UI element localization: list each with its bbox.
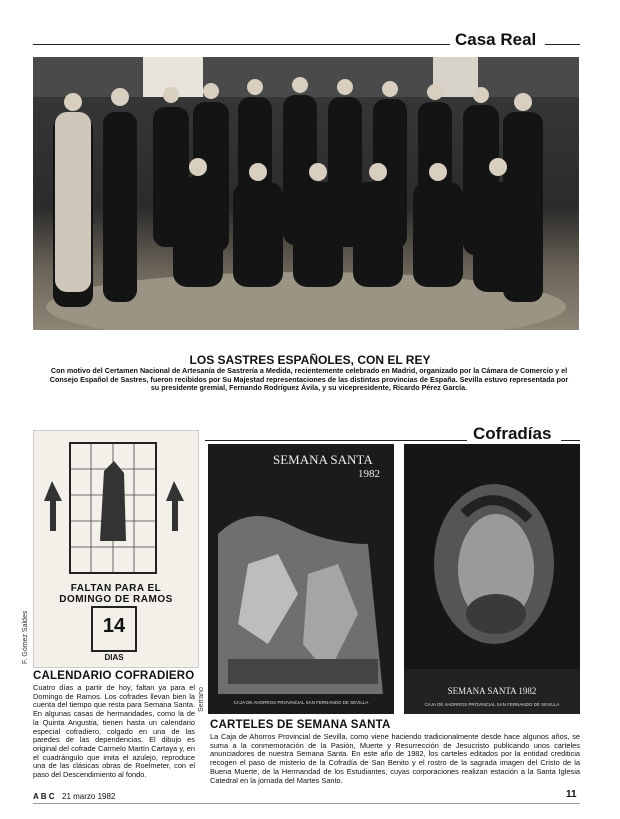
poster2-image [404, 444, 580, 714]
poster-semana-santa-2 [404, 444, 580, 714]
calendario-tile-number: 14 [102, 615, 126, 637]
carteles-body: La Caja de Ahorros Provincial de Sevilla, como viene haciendo tradicionalmente desde hace algunos años, se suma a la conmemoración de la Pasión, Muerte y Resurrección de Jesucristo publicando unos carteles anunciadores de nuestra Semana Santa. En este año de 1982, los carteles editados por la entidad crediticia recogen el paso de misterio de la Cofradía de San Benito y el rostro de la sagrada imagen del Cristo de la Buena Muerte, de la Hermandad de los Estudiantes, cuyas corporaciones realizan estación a la Santa Iglesia Catedral en la jornada del Martes Santo. [210, 732, 580, 785]
poster1-footer: CAJA DE AHORROS PROVINCIAL SAN FERNANDO DE SEVILLA [233, 700, 369, 705]
cofradias-rule-right [561, 440, 580, 441]
cofradias-rule-left [205, 440, 467, 441]
calendario-heading: CALENDARIO COFRADIERO [33, 670, 195, 682]
main-photo-scene [33, 57, 579, 330]
calendario-photo-credit: F. Gómez Saldes [22, 610, 29, 664]
main-photo [33, 57, 579, 330]
footer-page-number: 11 [566, 789, 577, 800]
footer-publication: A B C [33, 792, 55, 801]
calendario-tile-text: FALTAN PARA EL DOMINGO DE RAMOS [59, 583, 173, 605]
main-photo-caption-title: LOS SASTRES ESPAÑOLES, CON EL REY [189, 353, 431, 367]
footer-date: 21 marzo 1982 [62, 792, 116, 801]
section-label-casa-real: Casa Real [455, 30, 537, 49]
poster2-title: SEMANA SANTA 1982 [447, 686, 537, 696]
poster2-footer: CAJA DE AHORROS PROVINCIAL SAN FERNANDO DE SEVILLA [424, 702, 560, 707]
carteles-vertical-credit: Serrano [198, 687, 205, 712]
poster-semana-santa-1 [208, 444, 394, 714]
poster1-image [208, 444, 394, 714]
calendario-tile-unit: DIAS [104, 653, 124, 662]
calendario-body: Cuatro días a partir de hoy, faltan ya para el Domingo de Ramos. Los cofrades llevan bien la cuenta del tiempo que resta para Semana Santa. En algunas casas de hermandades, como la de la Quinta Angustia, tienen hasta un calendario especial cofradiero, colgado en una de las paredes de las dependencias. El dibujo es original del cofrade Carmelo Martín Cartaya y, en el cuadrángulo que imita el azulejo, reproduce una de las clásicas obras de Roelmeter, con el paso del Descendimiento al fondo. [33, 683, 195, 780]
main-photo-caption: Con motivo del Certamen Nacional de Artesanía de Sastrería a Medida, recientemente celebrado en Madrid, organizado por la Cámara de Comercio y el Consejo Español de Sastres, fueron recibidos por Su Majestad representaciones de las distintas provincias de España. Sevilla estuvo representada por su presidente gremial, Fernando Rodríguez Ávila, y su vicepresidente, Ricardo Pérez García. [49, 366, 569, 393]
carteles-heading: CARTELES DE SEMANA SANTA [210, 719, 391, 731]
footer-rule [33, 803, 580, 804]
header-rule-right [545, 44, 580, 45]
poster1-year: 1982 [358, 468, 380, 480]
section-label-cofradias: Cofradías [473, 424, 552, 443]
calendario-photo [33, 430, 199, 668]
header-rule-left [33, 44, 450, 45]
poster1-title: SEMANA SANTA [273, 452, 373, 467]
